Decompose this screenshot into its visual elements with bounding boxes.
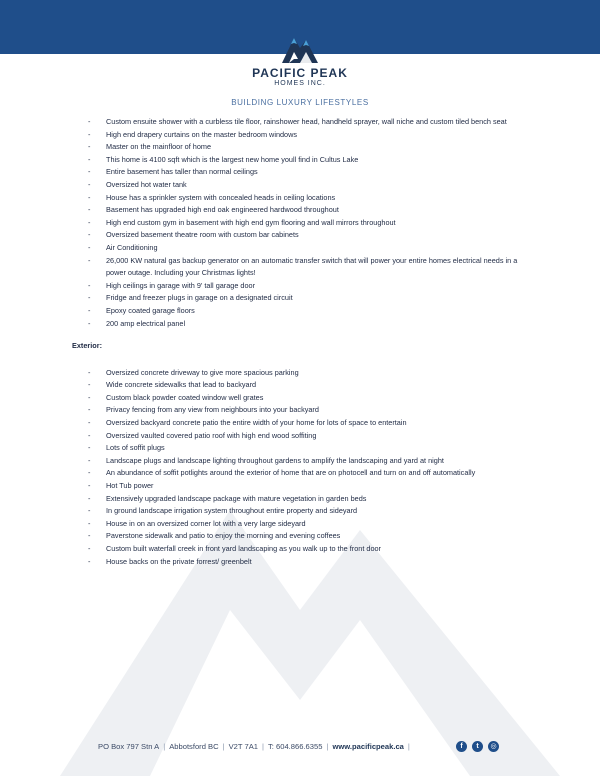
interior-features-list [72, 116, 532, 330]
document-body [72, 116, 532, 568]
interior-item: - Fridge and freezer plugs in garage on a designated circuit [72, 292, 532, 305]
interior-item: - Oversized hot water tank [72, 179, 532, 192]
exterior-item: - Hot Tub power [72, 480, 532, 493]
exterior-item: - Wide concrete sidewalks that lead to backyard [72, 379, 532, 392]
exterior-item: - In ground landscape irrigation system throughout entire property and sideyard [72, 505, 532, 518]
exterior-item: - Privacy fencing from any view from neighbours into your backyard [72, 404, 532, 417]
interior-item: - Epoxy coated garage floors [72, 305, 532, 318]
interior-item: - High end custom gym in basement with high end gym flooring and wall mirrors throughout [72, 217, 532, 230]
interior-item: - Master on the mainfloor of home [72, 141, 532, 154]
exterior-item: - Paverstone sidewalk and patio to enjoy the morning and evening coffees [72, 530, 532, 543]
interior-item: - 26,000 KW natural gas backup generator on an automatic transfer switch that will power your entire homes electrical needs in a power outage. Including your Christmas lights! [72, 255, 532, 280]
exterior-item: - Extensively upgraded landscape package with mature vegetation in garden beds [72, 493, 532, 506]
interior-item: - Custom ensuite shower with a curbless tile floor, rainshower head, handheld sprayer, wall niche and custom tiled bench seat [72, 116, 532, 129]
interior-item: - This home is 4100 sqft which is the largest new home youll find in Cultus Lake [72, 154, 532, 167]
phone: T: 604.866.6355 [267, 742, 323, 751]
instagram-icon[interactable]: ◎ [488, 741, 499, 752]
exterior-item: - House backs on the private forrest/ greenbelt [72, 556, 532, 569]
footer-contact: PO Box 797 Stn A | Abbotsford BC | V2T 7A1 | T: 604.866.6355 | www.pacificpeak.ca | [98, 742, 410, 751]
postal-code: V2T 7A1 [228, 742, 258, 751]
interior-item: - Entire basement has taller than normal ceilings [72, 166, 532, 179]
exterior-item: - House in on an oversized corner lot with a very large sideyard [72, 518, 532, 531]
interior-item: - Basement has upgraded high end oak engineered hardwood throughout [72, 204, 532, 217]
exterior-item: - Lots of soffit plugs [72, 442, 532, 455]
exterior-features-list [72, 367, 532, 569]
brand-sub: HOMES INC. [274, 80, 326, 87]
mountain-logo-icon [280, 32, 320, 64]
exterior-item: - Oversized backyard concrete patio the entire width of your home for lots of space to entertain [72, 417, 532, 430]
exterior-item: - Landscape plugs and landscape lighting throughout gardens to amplify the landscaping and yard at night [72, 455, 532, 468]
website-link[interactable]: www.pacificpeak.ca [332, 742, 404, 751]
interior-item: - High end drapery curtains on the master bedroom windows [72, 129, 532, 142]
exterior-item: - Oversized vaulted covered patio roof with high end wood soffiting [72, 430, 532, 443]
exterior-item: - An abundance of soffit potlights around the exterior of home that are on photocell and turn on and off automatically [72, 467, 532, 480]
exterior-item: - Custom black powder coated window well grates [72, 392, 532, 405]
exterior-item: - Custom built waterfall creek in front yard landscaping as you walk up to the front door [72, 543, 532, 556]
po-box: PO Box 797 Stn A [98, 742, 160, 751]
facebook-icon[interactable]: f [456, 741, 467, 752]
city: Abbotsford BC [169, 742, 219, 751]
exterior-item: - Oversized concrete driveway to give more spacious parking [72, 367, 532, 380]
brand-name: PACIFIC PEAK [252, 66, 348, 80]
twitter-icon[interactable]: t [472, 741, 483, 752]
interior-item: - High ceilings in garage with 9' tall garage door [72, 280, 532, 293]
exterior-heading: Exterior: [72, 341, 103, 351]
tagline: BUILDING LUXURY LIFESTYLES [231, 98, 369, 107]
interior-item: - 200 amp electrical panel [72, 318, 532, 331]
interior-item: - Air Conditioning [72, 242, 532, 255]
interior-item: - House has a sprinkler system with concealed heads in ceiling locations [72, 192, 532, 205]
footer [0, 738, 600, 758]
interior-item: - Oversized basement theatre room with custom bar cabinets [72, 229, 532, 242]
